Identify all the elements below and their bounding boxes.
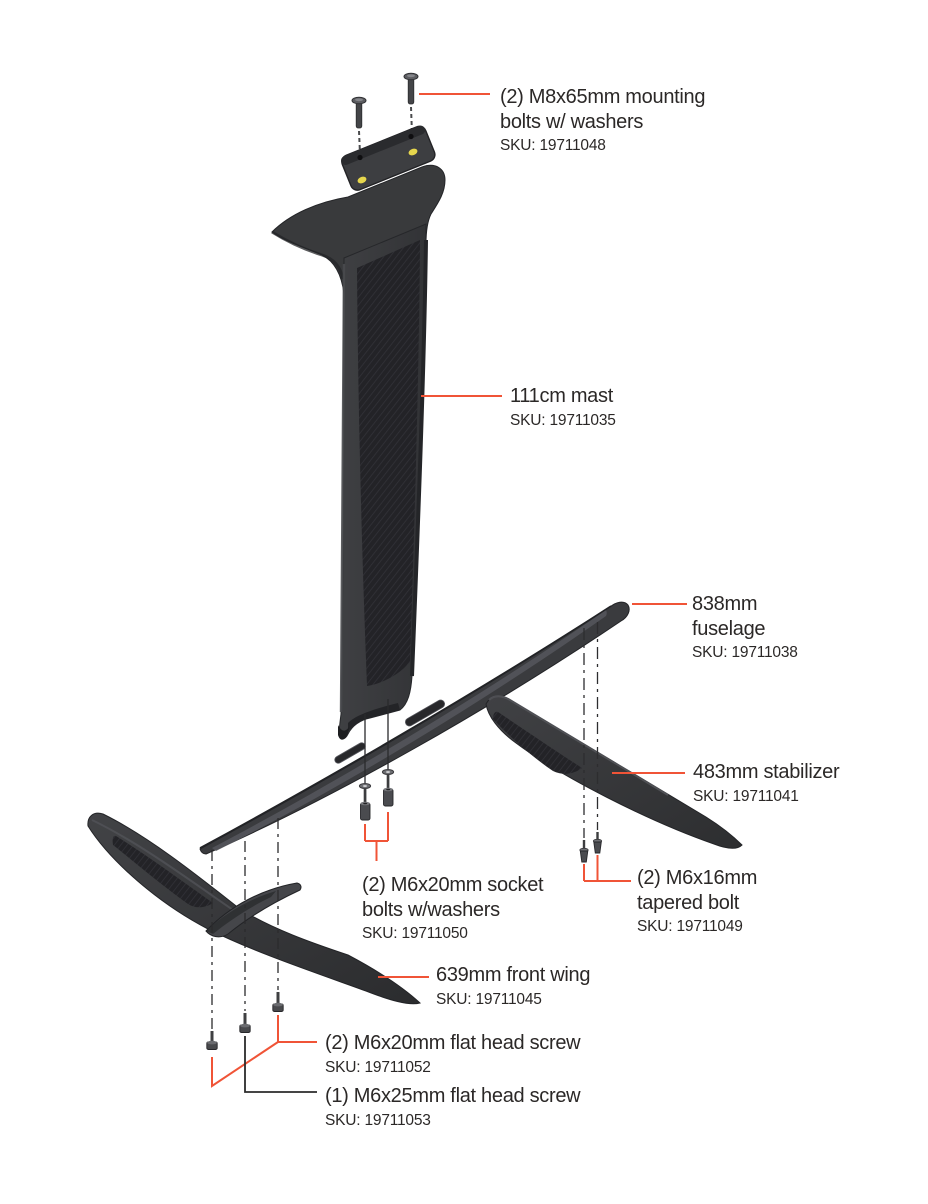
label-line: 483mm stabilizer — [693, 761, 840, 783]
label-sku: SKU: 19711038 — [692, 644, 798, 661]
mounting-bolts-graphic — [352, 73, 418, 128]
label-socket-bolts — [362, 873, 543, 944]
label-line: (2) M6x16mm — [637, 867, 758, 889]
label-sku: SKU: 19711050 — [362, 925, 468, 942]
label-sku: SKU: 19711053 — [325, 1111, 431, 1129]
label-line: (2) M8x65mm mounting — [500, 86, 706, 108]
mast-carbon-texture — [357, 240, 420, 686]
label-line: bolts w/washers — [362, 898, 500, 921]
label-tapered-bolts — [637, 866, 757, 937]
leader-line-black — [245, 1036, 317, 1092]
label-sku: SKU: 19711035 — [510, 411, 616, 429]
label-line: (1) M6x25mm flat head screw — [325, 1085, 581, 1107]
tapered-bolt-guide-lines — [584, 622, 598, 838]
label-sku: SKU: 19711041 — [693, 787, 799, 805]
label-flat-head-screw-m6x25 — [325, 1084, 580, 1131]
label-line: fuselage — [692, 617, 766, 640]
mast-graphic — [272, 165, 445, 739]
label-flat-head-screws-m6x20 — [325, 1031, 580, 1078]
label-sku: SKU: 19711049 — [637, 918, 743, 935]
label-front-wing — [436, 963, 590, 1010]
label-line: 838mm — [692, 593, 758, 615]
plate-bolt-hole — [357, 155, 362, 160]
label-line: (2) M6x20mm socket — [362, 874, 544, 896]
label-mast — [510, 384, 616, 431]
label-line: tapered bolt — [637, 891, 740, 914]
label-line: bolts w/ washers — [500, 110, 644, 133]
label-sku: SKU: 19711052 — [325, 1058, 431, 1076]
label-stabilizer — [693, 760, 839, 807]
label-sku: SKU: 19711048 — [500, 137, 606, 154]
label-mounting-bolts — [500, 85, 705, 156]
label-line: 111cm mast — [510, 385, 613, 407]
plate-bolt-hole — [408, 134, 413, 139]
label-fuselage — [692, 592, 798, 663]
label-line: 639mm front wing — [436, 964, 591, 986]
label-sku: SKU: 19711045 — [436, 990, 542, 1008]
label-line: (2) M6x20mm flat head screw — [325, 1032, 581, 1054]
